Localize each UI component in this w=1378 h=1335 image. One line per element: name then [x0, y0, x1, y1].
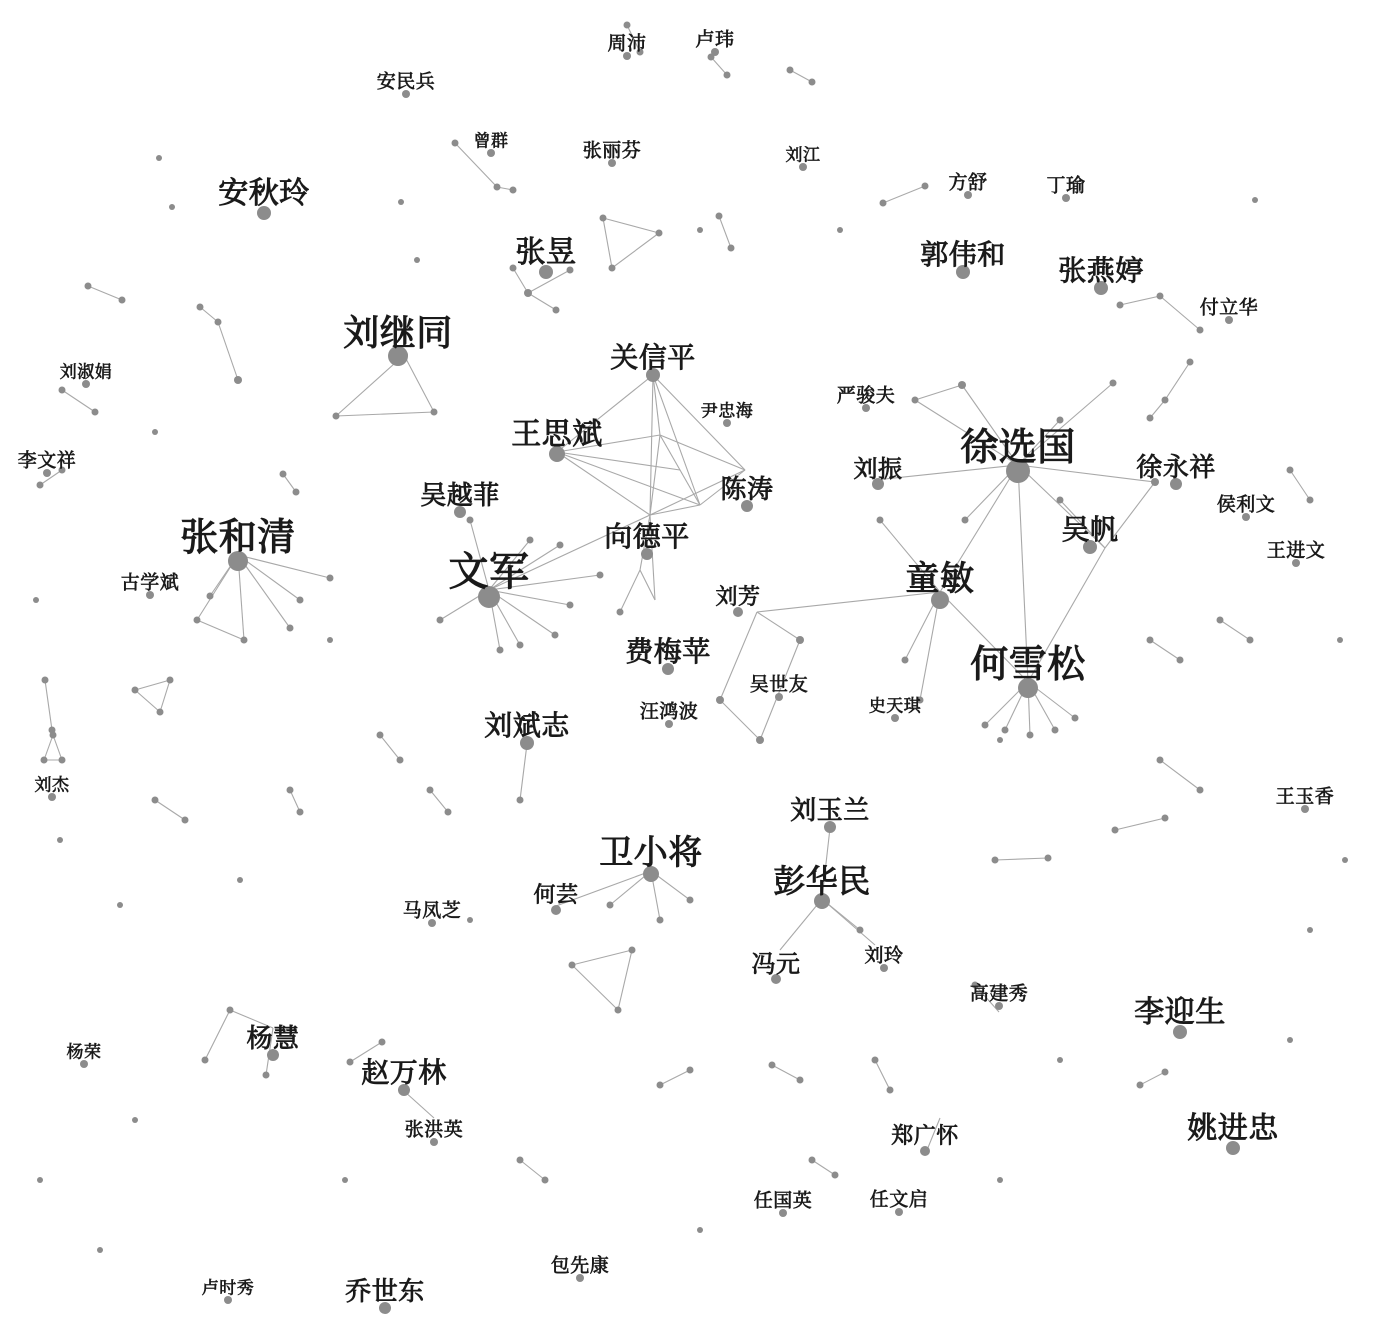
node-label[interactable]: 陈涛 [720, 475, 774, 505]
node-label[interactable]: 童敏 [905, 559, 975, 599]
node-label[interactable]: 徐永祥 [1136, 453, 1216, 483]
node-label[interactable]: 王玉香 [1275, 785, 1335, 808]
node-label[interactable]: 刘淑娟 [59, 362, 113, 383]
node-label[interactable]: 王进文 [1266, 539, 1326, 562]
node-label[interactable]: 彭华民 [773, 862, 871, 900]
node-label[interactable]: 张昱 [515, 235, 577, 270]
node-label[interactable]: 马凤芝 [402, 899, 462, 922]
node-label[interactable]: 史天琪 [868, 696, 922, 717]
node-label[interactable]: 包先康 [550, 1254, 610, 1277]
node-label[interactable]: 何雪松 [970, 642, 1086, 686]
node-label[interactable]: 吴帆 [1061, 513, 1119, 546]
node-label[interactable]: 丁瑜 [1046, 174, 1086, 197]
node-label[interactable]: 古学斌 [120, 571, 180, 594]
node-label[interactable]: 杨荣 [66, 1042, 102, 1063]
node-label[interactable]: 尹忠海 [700, 401, 754, 422]
node-label[interactable]: 张燕婷 [1058, 254, 1144, 287]
node-label[interactable]: 乔世东 [345, 1277, 425, 1307]
node-label[interactable]: 刘江 [785, 145, 821, 166]
node-label[interactable]: 张和清 [180, 515, 296, 559]
node-label[interactable]: 徐选国 [960, 425, 1076, 469]
node-label[interactable]: 严骏夫 [836, 384, 896, 407]
node-label[interactable]: 冯元 [751, 950, 801, 978]
node-label[interactable]: 安秋玲 [218, 176, 310, 211]
node-label[interactable]: 刘继同 [343, 313, 453, 354]
node-label[interactable]: 吴越菲 [420, 481, 500, 511]
node-label[interactable]: 侯利文 [1216, 493, 1276, 516]
node-label[interactable]: 杨慧 [246, 1024, 300, 1054]
node-label[interactable]: 郑广怀 [891, 1124, 959, 1149]
node-label[interactable]: 任国英 [753, 1189, 813, 1212]
node-label[interactable]: 张洪英 [404, 1118, 464, 1141]
node-label[interactable]: 刘斌志 [484, 709, 570, 742]
node-label[interactable]: 刘振 [853, 455, 903, 483]
node-label[interactable]: 汪鸿波 [639, 700, 699, 723]
node-label[interactable]: 向德平 [604, 520, 690, 553]
node-label[interactable]: 任文启 [869, 1188, 929, 1211]
node-label[interactable]: 吴世友 [749, 673, 809, 696]
node-label[interactable]: 安民兵 [376, 70, 436, 93]
node-label[interactable]: 李文祥 [17, 449, 77, 472]
node-label[interactable]: 卢玮 [695, 28, 735, 51]
node-label[interactable]: 赵万林 [361, 1056, 447, 1089]
node-label[interactable]: 李迎生 [1134, 995, 1226, 1030]
node-label[interactable]: 曾群 [473, 131, 509, 152]
node-label[interactable]: 卫小将 [599, 833, 703, 873]
node-label[interactable]: 付立华 [1199, 296, 1259, 319]
node-label[interactable]: 刘玲 [864, 944, 904, 967]
node-label[interactable]: 姚进忠 [1187, 1111, 1279, 1146]
node-label[interactable]: 高建秀 [969, 982, 1029, 1005]
node-label[interactable]: 何芸 [533, 883, 579, 908]
node-label[interactable]: 方舒 [948, 171, 988, 194]
node-label[interactable]: 周沛 [607, 32, 647, 55]
node-label[interactable]: 张丽芬 [582, 139, 642, 162]
node-label[interactable]: 王思斌 [511, 417, 603, 452]
node-label[interactable]: 关信平 [610, 341, 696, 374]
node-label[interactable]: 刘玉兰 [790, 796, 870, 826]
node-label[interactable]: 费梅苹 [625, 635, 711, 668]
node-label[interactable]: 刘芳 [715, 585, 761, 610]
node-label[interactable]: 郭伟和 [920, 238, 1006, 271]
node-label[interactable]: 文军 [448, 549, 530, 595]
node-label[interactable]: 刘杰 [34, 775, 70, 796]
node-label[interactable]: 卢时秀 [201, 1278, 255, 1299]
